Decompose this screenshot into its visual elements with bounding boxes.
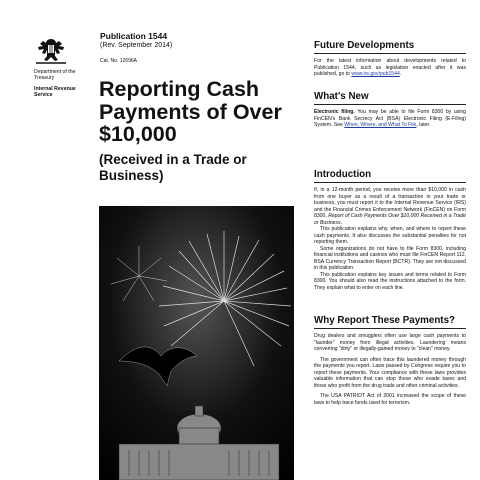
revision-date: (Rev. September 2014) xyxy=(100,42,173,49)
department-name: Department of the Treasury xyxy=(34,69,76,82)
section-divider xyxy=(314,53,466,54)
intro-paragraph-1: If, in a 12-month period, you receive more than $10,000 in cash from one buyer as a result of a transaction in your trade or business, you must report it to the Internal Revenue Service (IRS) and the Financial Crimes Enforcement Network (FinCEN) on Form 8300, Report of Cash Payments Over $10,000 Received in a Trade or Business. xyxy=(314,187,466,226)
whats-new-text: Electronic filing. You may be able to file Form 8300 by using FinCEN's Bank Secrecy Act (BSA) Electronic Filing (E-Filing) System. See When, Where, and What To File, later. xyxy=(314,109,467,128)
page-subtitle: (Received in a Trade or Business) xyxy=(99,152,247,183)
section-divider xyxy=(314,182,466,183)
page-title: Reporting Cash Payments of Over $10,000 xyxy=(99,77,282,146)
introduction-section xyxy=(314,169,466,291)
why-paragraph-3: The USA PATRIOT Act of 2001 increased the scope of these laws to help trace funds used for terrorism. xyxy=(314,393,466,406)
agency-block xyxy=(34,69,90,99)
cover-illustration xyxy=(99,206,294,480)
intro-paragraph-2: This publication explains why, when, and where to report these cash payments. It also discusses the substantial penalties for not reporting them. xyxy=(314,226,466,245)
future-developments-section xyxy=(314,40,466,78)
why-report-section xyxy=(314,315,466,406)
why-paragraph-1: Drug dealers and smugglers often use large cash payments to "launder" money from illegal activities. Laundering means converting "dirty" or illegally-gained money to "clean" money. xyxy=(314,333,466,352)
whats-new-section xyxy=(314,91,466,129)
intro-paragraph-4: This publication explains key issues and terms related to Form 8300. You should also read the instructions attached to the form. They explain what to enter on each line. xyxy=(314,271,466,291)
future-developments-text: For the latest information about developments related to Publication 1544, such as legislation enacted after it was published, go to www.irs.gov/pub1544. xyxy=(314,58,466,77)
intro-paragraph-3: Some organizations do not have to file Form 8300, including financial institutions and casinos who must file FinCEN Report 112, BSA Currency Transaction Report (BCTR). They are not discussed in this publication. xyxy=(314,245,466,271)
catalog-number: Cat. No. 12696A xyxy=(100,58,137,64)
whats-new-heading: What's New xyxy=(314,91,369,102)
section-divider xyxy=(314,328,466,329)
irs-seal-icon xyxy=(34,36,68,66)
publication-number: Publication 1544 xyxy=(100,31,168,41)
why-report-heading: Why Report These Payments? xyxy=(314,315,455,326)
when-where-what-link[interactable]: When, Where, and What To File xyxy=(344,122,417,128)
pub1544-link[interactable]: www.irs.gov/pub1544 xyxy=(351,71,400,77)
introduction-heading: Introduction xyxy=(314,169,372,180)
future-developments-heading: Future Developments xyxy=(314,40,415,51)
bureau-name: Internal Revenue Service xyxy=(34,85,76,99)
why-paragraph-2: The government can often trace this laundered money through the payments you report. Laws passed by Congress require you to report these payments. Your compliance with these laws provides valuable information that can stop those who evade taxes and those who profit from the drug trade and other criminal activities. xyxy=(314,356,466,389)
section-divider xyxy=(314,104,466,105)
